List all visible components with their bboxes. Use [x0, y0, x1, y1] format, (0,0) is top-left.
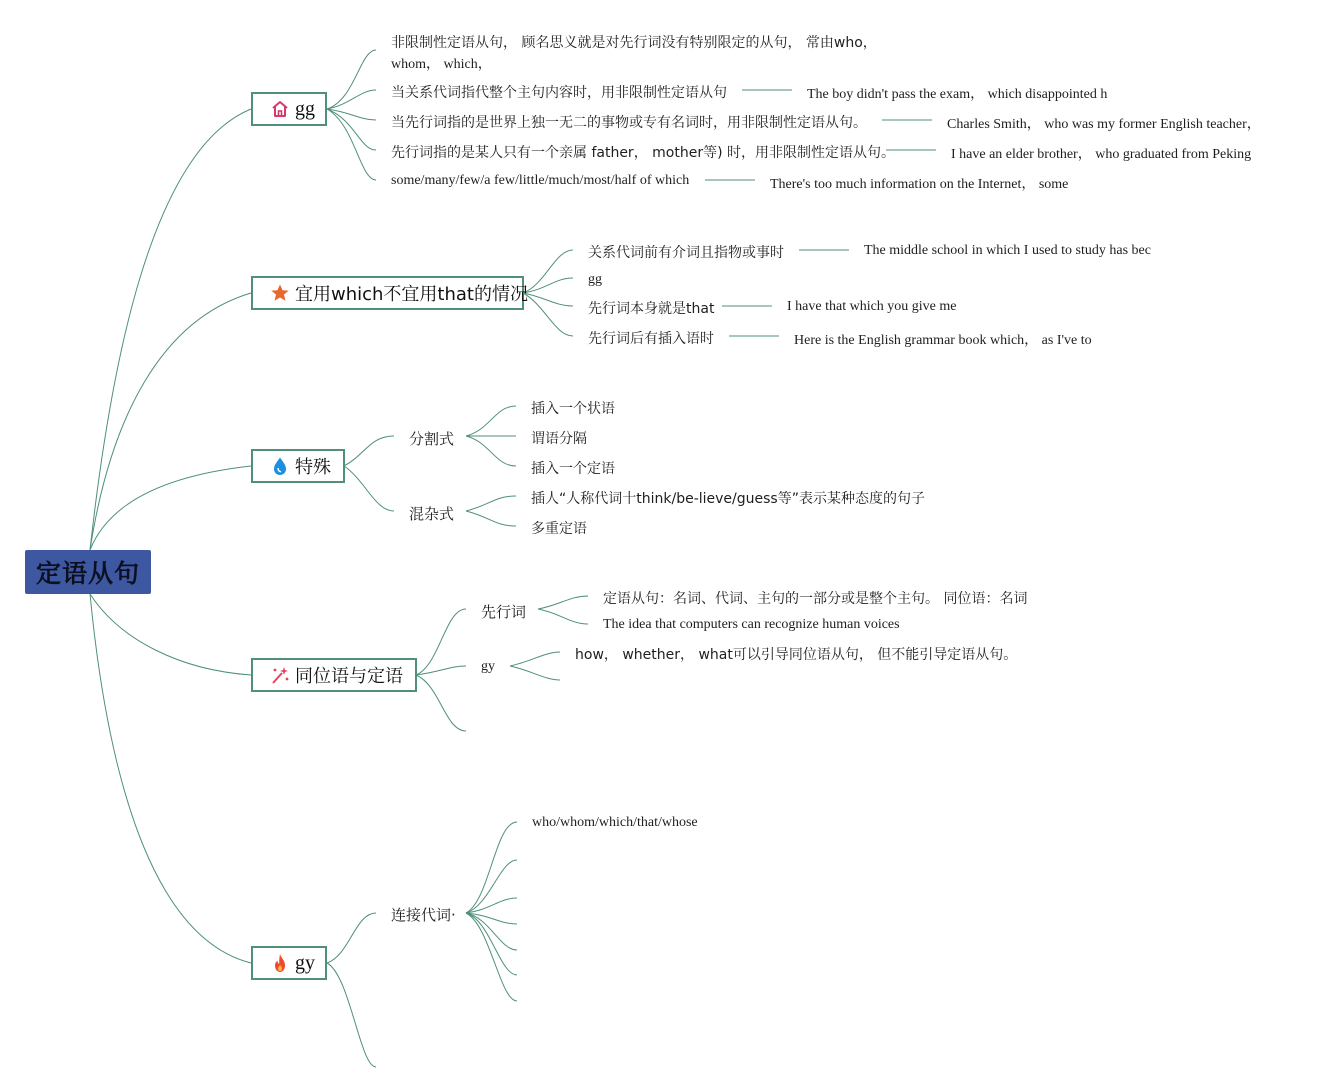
root-node[interactable]	[25, 550, 151, 594]
nonrestrictive-example-5: There's too much information on the Internet， some	[770, 177, 1069, 192]
special-group-split: 分割式	[409, 430, 455, 448]
appositive-group-gy: gy	[481, 659, 495, 674]
nonrestrictive-item-3: 当先行词指的是世界上独一无二的事物或专有名词时，用非限制性定语从句。	[391, 115, 867, 131]
branch-node-special[interactable]	[251, 449, 345, 483]
root-label: 定语从句	[35, 559, 140, 588]
nonrestrictive-item-1-line2: whom， which，	[391, 57, 492, 72]
nonrestrictive-item-5: some/many/few/a few/little/much/most/half of which	[391, 173, 690, 188]
nonrestrictive-example-3: Charles Smith， who was my former English teacher，	[947, 117, 1261, 132]
connectives-group-pronouns: 连接代词·	[391, 906, 456, 924]
star-icon	[270, 283, 290, 303]
sparkle-icon	[270, 665, 290, 685]
nonrestrictive-item-4: 先行词指的是某人只有一个亲属 father， mother等) 时，用非限制性定语从句。	[391, 145, 895, 161]
which-example-3: I have that which you give me	[787, 299, 957, 314]
branch-node-connectives[interactable]	[251, 946, 327, 980]
which-example-1: The middle school in which I used to study has bec	[864, 243, 1151, 258]
which-item-4: 先行词后有插入语时	[588, 331, 714, 347]
connectives-pronouns-item-1: who/whom/which/that/whose	[532, 815, 698, 830]
special-split-item-3: 插入一个定语	[531, 461, 615, 477]
special-mixed-item-1: 插人“人称代词十think/be-lieve/guess等”表示某种态度的句子	[531, 491, 925, 507]
appositive-gy-item-1: how， whether， what可以引导同位语从句， 但不能引导定语从句。	[575, 647, 1018, 663]
appositive-antecedent-item-2: The idea that computers can recognize human voices	[603, 617, 900, 632]
special-group-mixed: 混杂式	[409, 505, 455, 523]
nonrestrictive-example-4: I have an elder brother， who graduated from Peking	[951, 147, 1252, 162]
branch-label: gg	[295, 97, 315, 120]
nonrestrictive-example-2: The boy didn't pass the exam， which disappointed h	[807, 87, 1108, 102]
branch-node-which-not-that[interactable]	[251, 276, 528, 310]
appositive-antecedent-item-1: 定语从句：名词、代词、主句的一部分或是整个主句。 同位语：名词	[603, 591, 1028, 607]
fire-icon	[270, 953, 290, 973]
branch-label: 宜用which不宜用that的情况	[295, 284, 528, 305]
appositive-group-antecedent: 先行词	[481, 603, 527, 621]
which-example-4: Here is the English grammar book which， as I've to	[794, 333, 1092, 348]
branch-node-appositive[interactable]	[251, 658, 417, 692]
special-split-item-2: 谓语分隔	[531, 431, 587, 447]
nonrestrictive-item-1-line1: 非限制性定语从句， 顾名思义就是对先行词没有特别限定的从句， 常由who，	[391, 35, 877, 51]
branch-label: 同位语与定语	[295, 666, 403, 687]
water-drop-icon	[270, 456, 290, 476]
branch-label: 特殊	[295, 457, 331, 478]
branch-label: gy	[295, 951, 315, 974]
special-mixed-item-2: 多重定语	[531, 521, 587, 537]
which-item-2: gg	[588, 272, 602, 287]
house-icon	[270, 99, 290, 119]
branch-node-nonrestrictive[interactable]	[251, 92, 327, 126]
which-item-3: 先行词本身就是that	[588, 301, 715, 317]
special-split-item-1: 插入一个状语	[531, 401, 615, 417]
nonrestrictive-item-2: 当关系代词指代整个主句内容时，用非限制性定语从句	[391, 85, 727, 101]
which-item-1: 关系代词前有介词且指物或事时	[588, 245, 784, 261]
